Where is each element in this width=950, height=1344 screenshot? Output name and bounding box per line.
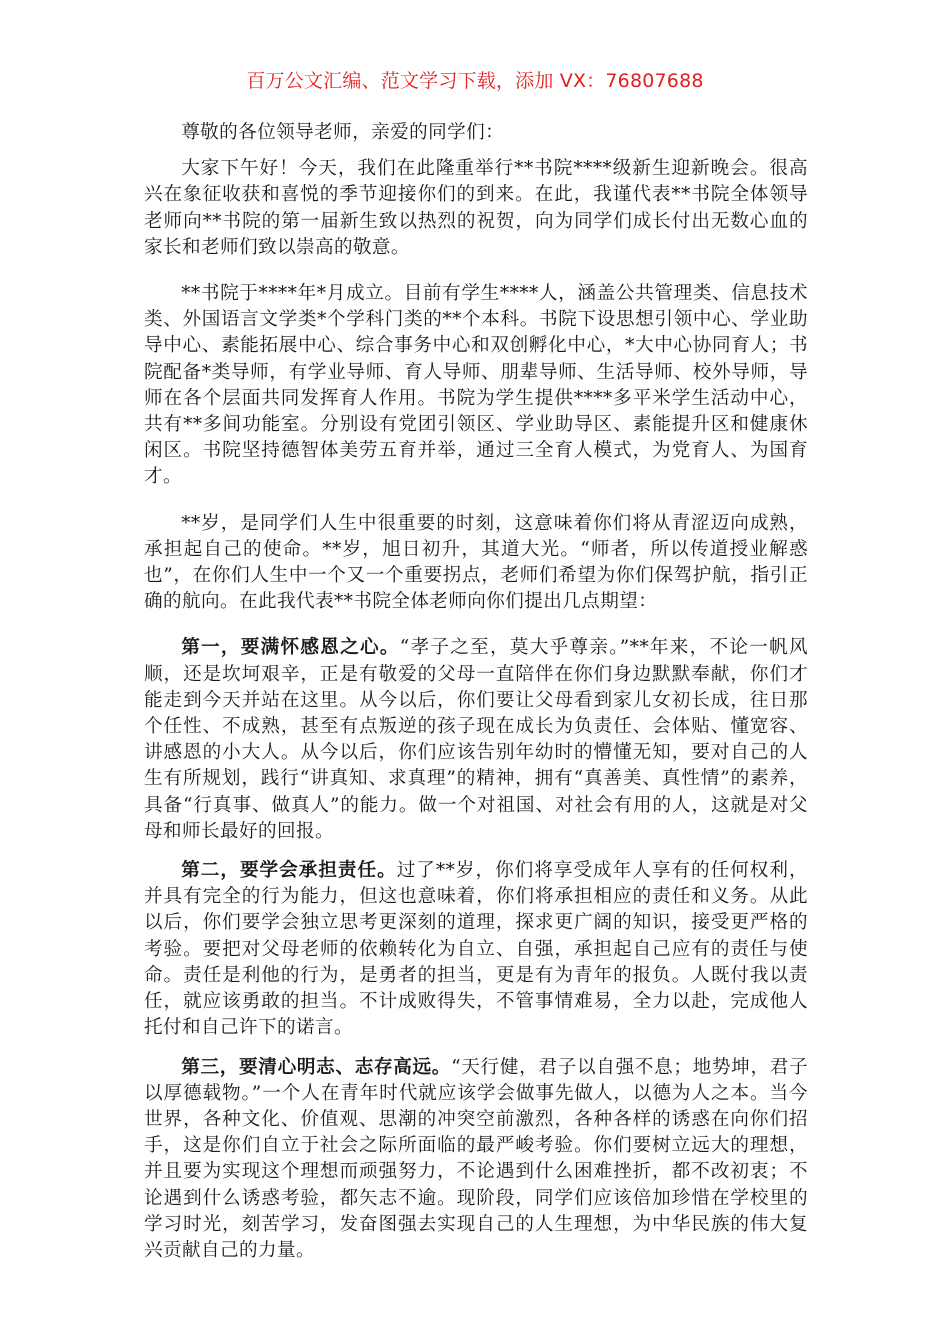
paragraph-greeting [144, 156, 808, 261]
paragraph-point-2 [144, 858, 808, 1041]
paragraph-expectations-intro [144, 511, 808, 616]
paragraph-text: 大家下午好！今天，我们在此隆重举行**书院****级新生迎新晚会。很高兴在象征收获和喜悦的季节迎接你们的到来。在此，我谨代表**书院全体领导老师向**书院的第一届新生致以热烈的祝贺，向为同学们成长付出无数心血的家长和老师们致以崇高的敬意。 [144, 158, 808, 258]
paragraph-text: “孝子之至，莫大乎尊亲。”**年来，不论一帆风顺，还是坎坷艰辛，正是有敬爱的父母一直陪伴在你们身边默默奉献，你们才能走到今天并站在这里。从今以后，你们要让父母看到家儿女初长成，往日那个任性、不成熟，甚至有点叛逆的孩子现在成长为负责任、会体贴、懂宽容、讲感恩的小大人。从今以后，你们应该告别年幼时的懵懂无知，要对自己的人生有所规划，践行“讲真知、求真理”的精神，拥有“真善美、真性情”的素养，具备“行真事、做真人”的能力。做一个对祖国、对社会有用的人，这就是对父母和师长最好的回报。 [144, 637, 808, 842]
salutation: 尊敬的各位领导老师，亲爱的同学们： [181, 122, 505, 143]
document-body [144, 120, 808, 1277]
paragraph-point-3 [144, 1055, 808, 1265]
paragraph-point-1 [144, 635, 808, 845]
paragraph-lead: 第一，要满怀感恩之心。 [181, 637, 400, 659]
paragraph-text: 过了**岁，你们将享受成年人享有的任何权利，并具有完全的行为能力，但这也意味着，你们将承担相应的责任和义务。从此以后，你们要学会独立思考更深刻的道理，探求更广阔的知识，接受更严格的考验。要把对父母老师的依赖转化为自立、自强，承担起自己应有的责任与使命。责任是利他的行为，是勇者的担当，更是有为青年的报负。人既付我以责任，就应该勇敢的担当。不计成败得失，不管事情难易，全力以赴，完成他人托付和自己许下的诺言。 [144, 860, 808, 1039]
paragraph-lead: 第二，要学会承担责任。 [181, 860, 397, 882]
paragraph-introduction [144, 281, 808, 491]
paragraph-text: “天行健，君子以自强不息；地势坤，君子以厚德载物。”一个人在青年时代就应该学会做事先做人，以德为人之本。当今世界，各种文化、价值观、思潮的冲突空前激烈，各种各样的诱惑在向你们招手，这是你们自立于社会之际所面临的最严峻考验。你们要树立远大的理想，并且要为实现这个理想而顽强努力，不论遇到什么困难挫折，都不改初衷；不论遇到什么诱惑考验，都矢志不逾。现阶段，同学们应该倍加珍惜在学校里的学习时光，刻苦学习，发奋图强去实现自己的人生理想，为中华民族的伟大复兴贡献自己的力量。 [144, 1056, 809, 1261]
paragraph-text: **岁，是同学们人生中很重要的时刻，这意味着你们将从青涩迈向成熟，承担起自己的使命。**岁，旭日初升，其道大光。“师者，所以传道授业解惑也”，在你们人生中一个又一个重要拐点，老师们希望为你们保驾护航，指引正确的航向。在此我代表**书院全体老师向你们提出几点期望： [144, 512, 808, 613]
watermark-header: 百万公文汇编、范文学习下载，添加 VX：76807688 [246, 70, 704, 92]
paragraph-text: **书院于****年*月成立。目前有学生****人，涵盖公共管理类、信息技术类、外国语言文学类*个学科门类的**个本科。书院下设思想引领中心、学业助导中心、素能拓展中心、综合事务中心和双创孵化中心，*大中心协同育人；书院配备*类导师，有学业导师、育人导师、朋辈导师、生活导师、校外导师，导师在各个层面共同发挥育人作用。书院为学生提供****多平米学生活动中心，共有**多间功能室。分别设有党团引领区、学业助导区、素能提升区和健康休闲区。书院坚持德智体美劳五育并举，通过三全育人模式，为党育人、为国育才。 [144, 283, 808, 488]
paragraph-lead: 第三，要清心明志、志存高远。 [181, 1056, 452, 1078]
